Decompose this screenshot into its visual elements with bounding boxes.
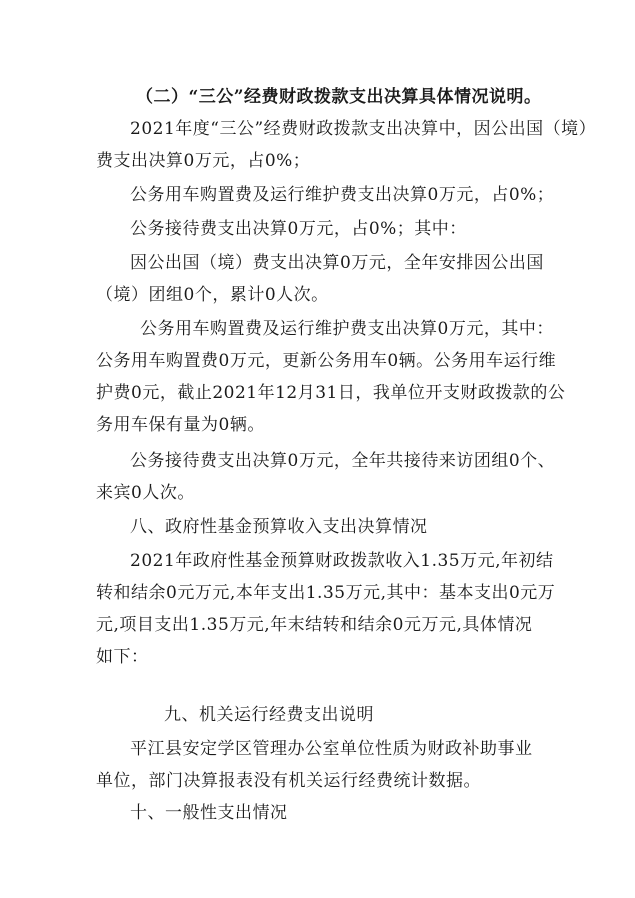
paragraph-line: 元,项目支出1.35万元,年末结转和结余0元万元,具体情况 [96, 615, 533, 635]
paragraph-line: 公务接待费支出决算0万元，全年共接待来访团组0个、 [130, 451, 556, 471]
paragraph-line: 平江县安定学区管理办公室单位性质为财政补助事业 [130, 739, 533, 759]
paragraph-line: 护费0元，截止2021年12月31日，我单位开支财政拨款的公 [96, 383, 566, 403]
paragraph-line: 如下： [96, 647, 149, 667]
paragraph-line: 2021年度“三公”经费财政拨款支出决算中，因公出国（境） [130, 119, 597, 139]
section-heading-eight: 八、政府性基金预算收入支出决算情况 [130, 517, 428, 537]
paragraph-line: 费支出决算0万元，占0%； [96, 151, 311, 171]
paragraph-line: 务用车保有量为0辆。 [96, 415, 265, 435]
paragraph-line: 2021年政府性基金预算财政拨款收入1.35万元,年初结 [130, 551, 554, 571]
paragraph-line: 单位，部门决算报表没有机关运行经费统计数据。 [96, 771, 481, 791]
paragraph-line: 因公出国（境）费支出决算0万元，全年安排因公出国 [130, 253, 544, 273]
paragraph-line: 公务接待费支出决算0万元，占0%；其中： [130, 219, 467, 239]
section-heading-nine: 九、机关运行经费支出说明 [164, 705, 374, 725]
paragraph-line: 来宾0人次。 [96, 483, 195, 503]
section-heading-ten: 十、一般性支出情况 [130, 803, 288, 823]
section-heading-three-public: （二）“三公”经费财政拨款支出决算具体情况说明。 [136, 87, 542, 107]
paragraph-line: 公务用车购置费0万元，更新公务用车0辆。公务用车运行维 [96, 351, 557, 371]
paragraph-line: 公务用车购置费及运行维护费支出决算0万元，其中： [140, 319, 554, 339]
paragraph-line: （境）团组0个，累计0人次。 [96, 285, 329, 305]
paragraph-line: 公务用车购置费及运行维护费支出决算0万元，占0%； [130, 185, 555, 205]
paragraph-line: 转和结余0元万元,本年支出1.35万元,其中：基本支出0元万 [96, 583, 556, 603]
